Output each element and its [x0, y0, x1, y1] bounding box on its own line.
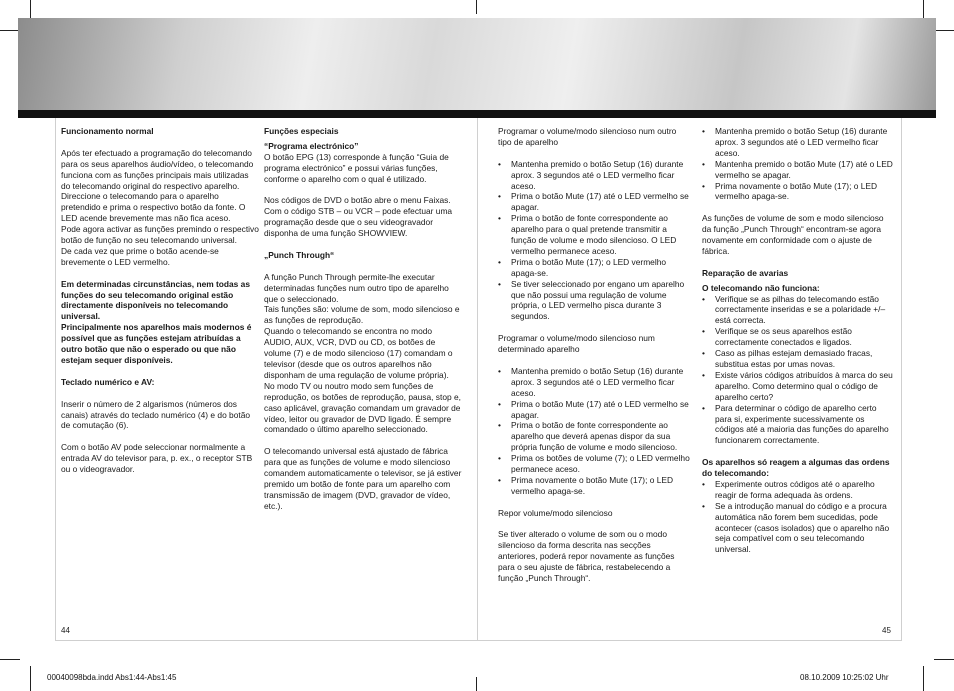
page-number-left: 44 — [61, 626, 70, 635]
heading-keypad: Teclado numérico e AV: — [61, 376, 155, 387]
paragraph: Nos códigos de DVD o botão abre o menu Faixas. Com o código STB – ou VCR – pode efectuar uma programação desde que o seu videogravador disponha de uma função SHOWVIEW. — [264, 195, 453, 239]
list-item: • Prima o botão Mute (17) até o LED vermelho se apagar. — [498, 191, 692, 213]
page-number-right: 45 — [882, 626, 891, 635]
list-item: • Mantenha premido o botão Setup (16) durante aprox. 3 segundos até o LED vermelho ficar aceso. — [498, 366, 692, 399]
page-spine — [477, 118, 478, 640]
header-bar — [18, 110, 936, 118]
paragraph: Repor volume/modo silencioso — [498, 507, 613, 518]
crop-mark — [0, 659, 20, 660]
troubleshooting-list — [702, 294, 895, 447]
column-2 — [264, 126, 462, 523]
steps-list-specific-device — [498, 366, 692, 497]
heading-partial-response: Os aparelhos só reagem a algumas das ordens do telecomando: — [702, 457, 890, 479]
paragraph: O telecomando universal está ajustado de fábrica para que as funções de volume e modo silencioso comandem automaticamente o televisor, se já estiver premido um botão de fonte para um aparelho com transmissão de imagem (DVD, gravador de vídeo, etc.). — [264, 446, 462, 511]
paragraph: Após ter efectuado a programação do telecomando para os seus aparelhos áudio/vídeo, o telecomando funciona com as funções principais mais utilizadas do telecomando original do respectivo aparelho. Direccione o telecomando para o aparelho pretendido e prima o respectivo botão da fonte. O LED acende brevemente mas não fica aceso. — [61, 147, 254, 224]
paragraph: Com o botão AV pode seleccionar normalmente a entrada AV do televisor para, p. ex., o receptor STB ou o videogravador. — [61, 442, 253, 475]
list-item: • Verifique se as pilhas do telecomando estão correctamente inseridas e se a polaridade +/– está correcta. — [702, 294, 895, 327]
list-item: • Prima o botão de fonte correspondente ao aparelho que deverá apenas dispor da sua própria função de volume e modo silencioso. — [498, 420, 692, 453]
steps-list-other-device — [498, 159, 692, 323]
list-item: • Verifique se os seus aparelhos estão correctamente conectados e ligados. — [702, 326, 895, 348]
crop-mark — [934, 659, 954, 660]
crop-mark — [923, 666, 924, 691]
list-item: • Prima novamente o botão Mute (17); o LED vermelho apaga-se. — [498, 475, 692, 497]
list-item: • Prima o botão Mute (17) até o LED vermelho se apagar. — [498, 399, 692, 421]
bold-note: Principalmente nos aparelhos mais modernos é possível que as funções estejam atribuídas a outro botão que não o esperado ou que não estejam sequer disponíveis. — [61, 322, 252, 365]
crop-mark — [30, 0, 31, 20]
column-4 — [702, 126, 895, 566]
heading-troubleshooting: Reparação de avarias — [702, 267, 789, 278]
list-item: • Se tiver seleccionado por engano um aparelho que não possui uma regulação de volume própria, o LED vermelho pisca durante 3 segundos. — [498, 279, 692, 323]
list-item: • Prima os botões de volume (7); o LED vermelho permanece aceso. — [498, 453, 692, 475]
list-item: • Experimente outros códigos até o aparelho reagir de forma adequada às ordens. — [702, 479, 895, 501]
paragraph: Pode agora activar as funções premindo o respectivo botão de função no seu telecomando universal. — [61, 224, 259, 246]
crop-mark — [476, 677, 477, 691]
crop-mark — [476, 0, 477, 14]
paragraph: Programar o volume/modo silencioso num determinado aparelho — [498, 333, 655, 355]
partial-response-list — [702, 479, 895, 555]
heading-special-functions: Funções especiais — [264, 126, 339, 136]
steps-list-reset — [702, 126, 895, 202]
paragraph: Programar o volume/modo silencioso num outro tipo de aparelho — [498, 126, 677, 147]
paragraph: A função Punch Through permite-lhe executar determinadas funções num outro tipo de aparelho que o seleccionado. — [264, 271, 449, 304]
heading-epg: “Programa electrónico” — [264, 140, 359, 151]
print-slug-date: 08.10.2009 10:25:02 Uhr — [800, 673, 889, 682]
paragraph: Se tiver alterado o volume de som ou o modo silencioso da forma descrita nas secções anteriores, poderá repor novamente as funções para o seu ajuste de fábrica, restabelecendo a função „Punch Through“. — [498, 529, 675, 584]
list-item: • Para determinar o código de aparelho certo para si, experimente sucessivamente os códigos até a maioria das funções do aparelho funcionarem correctamente. — [702, 403, 895, 447]
paragraph: De cada vez que prime o botão acende-se brevemente o LED vermelho. — [61, 245, 219, 267]
list-item: • Mantenha premido o botão Setup (16) durante aprox. 3 segundos até o LED vermelho ficar aceso. — [702, 126, 895, 159]
bold-note: Em determinadas circunstâncias, nem todas as funções do seu telecomando original estão directamente disponíveis no telecomando universal. — [61, 278, 250, 322]
list-item: • Prima o botão de fonte correspondente ao aparelho para o qual pretende transmitir a função de volume e modo silencioso. O LED vermelho permanece aceso. — [498, 213, 692, 257]
print-slug-file: 00040098bda.indd Abs1:44-Abs1:45 — [47, 673, 177, 682]
list-item: • Mantenha premido o botão Setup (16) durante aprox. 3 segundos até o LED vermelho ficar aceso. — [498, 159, 692, 192]
crop-mark — [0, 30, 20, 31]
list-item: • Caso as pilhas estejam demasiado fracas, substitua estas por umas novas. — [702, 348, 895, 370]
crop-mark — [30, 666, 31, 691]
paragraph: As funções de volume de som e modo silencioso da função „Punch Through“ encontram-se agora novamente em conformidade com o ajuste de fábrica. — [702, 213, 884, 256]
list-item: • Se a introdução manual do código e a procura automática não forem bem sucedidas, pode acontecer (casos isolados) que o aparelho não seja compatível com o seu telecomando universal. — [702, 501, 895, 556]
paragraph: Tais funções são: volume de som, modo silencioso e as funções de reprodução. — [264, 304, 460, 326]
paragraph: O botão EPG (13) corresponde à função “Guia de programa electrónico” e possui várias funções, conforme o aparelho com o qual é utilizado. — [264, 151, 449, 184]
paragraph: Quando o telecomando se encontra no modo AUDIO, AUX, VCR, DVD ou CD, os botões de volume (7) e de modo silencioso (17) comandam o televisor (desde que os outros aparelhos não disponham de uma regulação de volume própria). — [264, 326, 453, 380]
list-item: • Prima novamente o botão Mute (17); o LED vermelho apaga-se. — [702, 181, 895, 203]
heading-normal-operation: Funcionamento normal — [61, 126, 154, 136]
list-item: • Prima o botão Mute (17); o LED vermelho apaga-se. — [498, 257, 692, 279]
paragraph: No modo TV ou noutro modo sem funções de reprodução, os botões de reprodução, pausa, stop e, caso aplicável, gravação comandam um gravador de vídeo, leitor ou gravador de DVD ligado. É sempre comandado o último aparelho seleccionado. — [264, 380, 461, 435]
crop-mark — [923, 0, 924, 20]
heading-not-working: O telecomando não funciona: — [702, 282, 820, 293]
list-item: • Mantenha premido o botão Mute (17) até o LED vermelho se apagar. — [702, 159, 895, 181]
column-1 — [61, 126, 259, 486]
crop-mark — [934, 30, 954, 31]
list-item: • Existe vários códigos atribuídos à marca do seu aparelho. Como determino qual o código de aparelho certo? — [702, 370, 895, 403]
header-band — [18, 18, 936, 110]
heading-punch-through: „Punch Through“ — [264, 249, 335, 260]
column-3 — [498, 126, 692, 595]
paragraph: Inserir o número de 2 algarismos (números dos canais) através do teclado numérico (4) e do botão de comutação (6). — [61, 398, 251, 431]
